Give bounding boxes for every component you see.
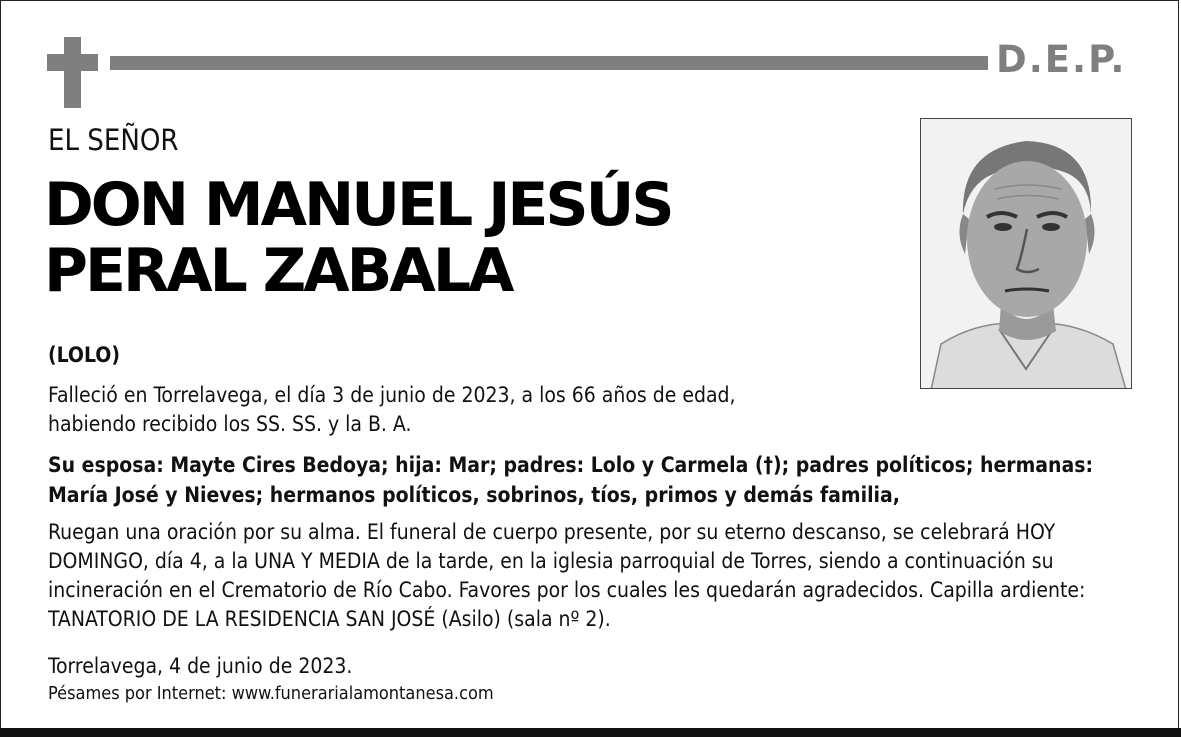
bottom-rule (0, 728, 1181, 737)
cross-icon (64, 37, 81, 108)
death-line-1: Falleció en Torrelavega, el día 3 de junio de 2023, a los 66 años de edad, (48, 383, 736, 407)
deceased-name (44, 172, 864, 304)
dep-heading: D.E.P. (996, 38, 1127, 81)
header-rule (110, 56, 988, 70)
death-statement (48, 381, 908, 439)
death-line-2: habiendo recibido los SS. SS. y la B. A. (48, 412, 412, 436)
family-paragraph: Su esposa: Mayte Cires Bedoya; hija: Mar; padres: Lolo y Carmela (†); padres políticos; hermanas: María José y Nieves; hermanos políticos, sobrinos, tíos, primos y demás familia, (48, 453, 1094, 507)
name-line-2: PERAL ZABALA (44, 236, 512, 306)
condolences-line: Pésames por Internet: www.funerarialamontanesa.com (48, 683, 494, 704)
honorific-label: EL SEÑOR (48, 123, 179, 157)
funeral-paragraph: Ruegan una oración por su alma. El funeral de cuerpo presente, por su eterno descanso, se celebrará HOY DOMINGO, día 4, a la UNA Y MEDIA de la tarde, en la iglesia parroquial de Torres, siendo a continuación su incineración en el Crematorio de Río Cabo. Favores por los cuales les quedarán agradecidos. Capilla ardiente: TANATORIO DE LA RESIDENCIA SAN JOSÉ (Asilo) (sala nº 2). (48, 520, 1086, 631)
nickname: (LOLO) (48, 343, 120, 367)
place-date: Torrelavega, 4 de junio de 2023. (48, 654, 353, 678)
name-line-1: DON MANUEL JESÚS (44, 170, 672, 240)
cross-icon-bar (47, 54, 98, 71)
portrait-icon (921, 119, 1132, 389)
portrait-photo (920, 118, 1132, 389)
